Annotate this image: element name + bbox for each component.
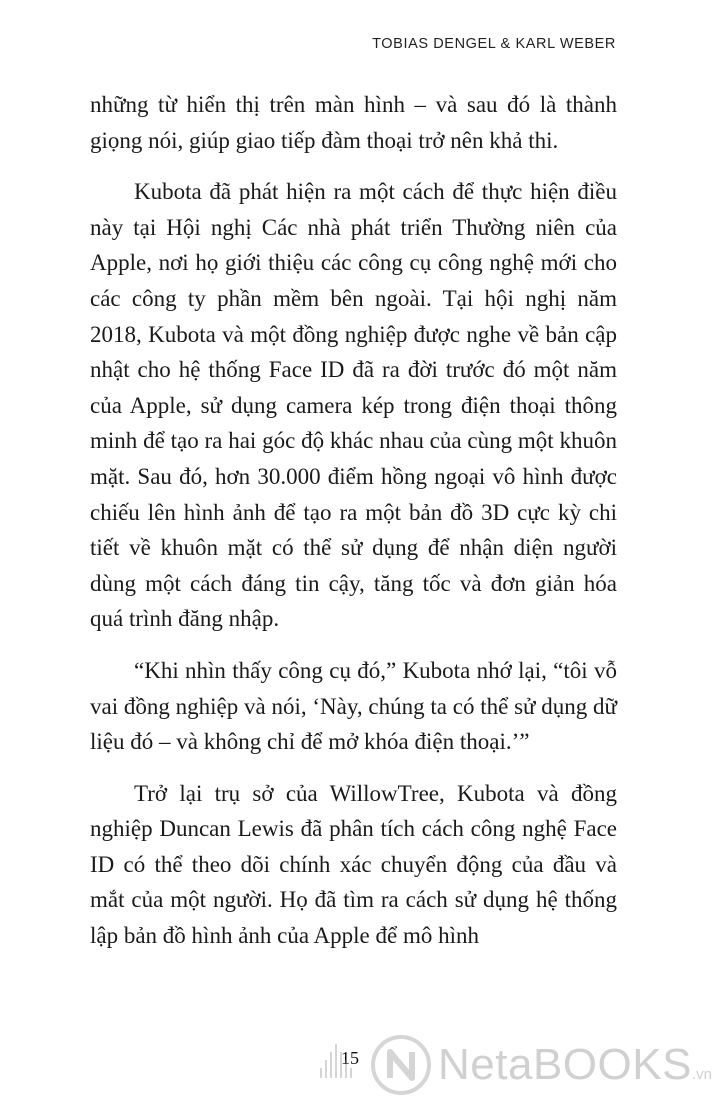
netabooks-n-logo-icon — [370, 1034, 432, 1096]
watermark — [318, 1022, 712, 1114]
page-number: 15 — [341, 1048, 359, 1068]
paragraph-1: những từ hiển thị trên màn hình – và sau đó là thành giọng nói, giúp giao tiếp đàm thoại trở nên khả thi. — [90, 92, 617, 153]
paragraph-3: “Khi nhìn thấy công cụ đó,” Kubota nhớ lại, “tôi vỗ vai đồng nghiệp và nói, ‘Này, chúng ta có thể sử dụng dữ liệu đó – và không chỉ để mở khóa điện thoại.’” — [90, 657, 617, 755]
running-header: TOBIAS DENGEL & KARL WEBER — [372, 36, 616, 52]
watermark-domain-suffix: .vn — [691, 1066, 712, 1083]
sound-bars-icon — [318, 1040, 358, 1096]
paragraph-2: Kubota đã phát hiện ra một cách để thực hiện điều này tại Hội nghị Các nhà phát triển Thường niên của Apple, nơi họ giới thiệu các công cụ công nghệ mới cho các công ty phần mềm bên ngoài. Tại hội nghị năm 2018, Kubota và một đồng nghiệp được nghe về bản cập nhật cho hệ thống Face ID đã ra đời trước đó một năm của Apple, sử dụng camera kép trong điện thoại thông minh để tạo ra hai góc độ khác nhau của cùng một khuôn mặt. Sau đó, hơn 30.000 điểm hồng ngoại vô hình được chiếu lên hình ảnh để tạo ra một bản đồ 3D cực kỳ chi tiết về khuôn mặt có thể sử dụng để nhận diện người dùng một cách đáng tin cậy, tăng tốc và đơn giản hóa quá trình đăng nhập. — [90, 179, 617, 632]
body-text — [90, 87, 617, 970]
paragraph-4: Trở lại trụ sở của WillowTree, Kubota và đồng nghiệp Duncan Lewis đã phân tích cách công nghệ Face ID có thể theo dõi chính xác chuyển động của đầu và mắt của một người. Họ đã tìm ra cách sử dụng hệ thống lập bản đồ hình ảnh của Apple để mô hình — [90, 780, 617, 949]
watermark-brand — [438, 1040, 712, 1090]
watermark-brand-name: NetaBOOKS — [438, 1040, 692, 1089]
